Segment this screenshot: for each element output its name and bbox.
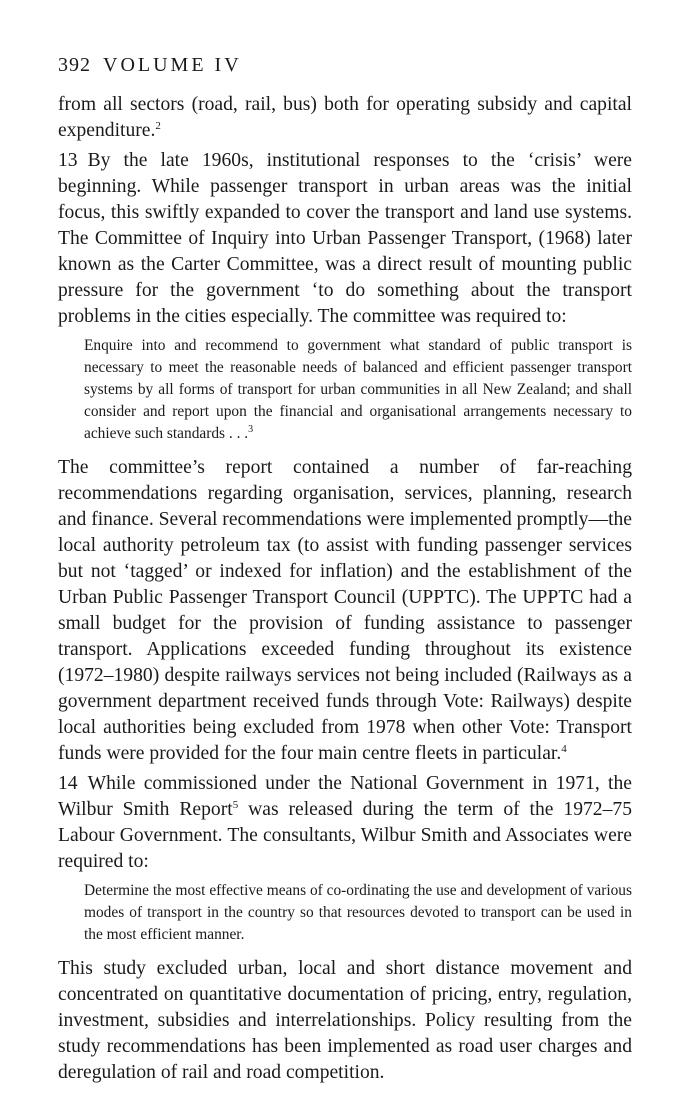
paragraph-14	[58, 771, 632, 875]
paragraph-text: from all sectors (road, rail, bus) both for operating subsidy and capital expenditure.	[58, 94, 632, 141]
footnote-ref: 3	[248, 424, 254, 435]
book-page	[58, 52, 632, 1090]
footnote-ref: 4	[561, 743, 567, 755]
paragraph-number: 13	[58, 150, 78, 171]
block-quote-wilbur-smith	[84, 880, 632, 946]
paragraph-committee-report	[58, 455, 632, 767]
paragraph-text: By the late 1960s, institutional responses to the ‘crisis’ were beginning. While passenger transport in urban areas was the initial focus, this swiftly expanded to cover the transport and land use systems. The Committee of Inquiry into Urban Passenger Transport, (1968) later known as the Carter Committee, was a direct result of mounting public pressure for the government ‘to do something about the transport problems in the cities especially. The committee was required to:	[58, 150, 632, 327]
footnote-ref: 5	[232, 799, 239, 811]
quote-text: Determine the most effective means of co-ordinating the use and development of various modes of transport in the country so that resources devoted to transport can be used in the most efficient manner.	[84, 882, 632, 943]
paragraph-study	[58, 956, 632, 1086]
paragraph-13	[58, 148, 632, 330]
footnote-ref: 2	[155, 120, 161, 132]
page-number: 392	[58, 54, 91, 76]
paragraph-text: While commissioned under the National Government in 1971, the Wilbur Smith Report	[58, 773, 632, 820]
paragraph-number: 14	[58, 773, 78, 794]
volume-title: VOLUME IV	[103, 54, 242, 76]
paragraph-continuation	[58, 92, 632, 144]
paragraph-text: This study excluded urban, local and short distance movement and concentrated on quantitative documentation of pricing, entry, regulation, investment, subsidies and interrelationships. Policy resulting from the study recommendations has been implemented as road user charges and deregulation of rail and road competition.	[58, 958, 632, 1083]
quote-text: Enquire into and recommend to government what standard of public transport is necessary to meet the reasonable needs of balanced and efficient passenger transport systems by all forms of transport for urban communities in all New Zealand; and shall consider and report upon the financial and organisational arrangements necessary to achieve such standards . . .	[84, 337, 632, 442]
block-quote-carter	[84, 335, 632, 445]
running-head	[58, 52, 632, 78]
paragraph-text-continued: was released during the term of the 1972–75 Labour Government. The consultants, Wilbur Smith and Associates were required to:	[58, 799, 632, 872]
paragraph-text: The committee’s report contained a number of far-reaching recommendations regarding organisation, services, planning, research and finance. Several recommendations were implemented promptly—the local authority petroleum tax (to assist with funding passenger services but not ‘tagged’ or indexed for inflation) and the establishment of the Urban Public Passenger Transport Council (UPPTC). The UPPTC had a small budget for the provision of funding assistance to passenger transport. Applications exceeded funding throughout its existence (1972–1980) despite railways services not being included (Railways as a government department received funds through Vote: Railways) despite local authorities being excluded from 1978 when other Vote: Transport funds were provided for the four main centre fleets in particular.	[58, 457, 633, 764]
